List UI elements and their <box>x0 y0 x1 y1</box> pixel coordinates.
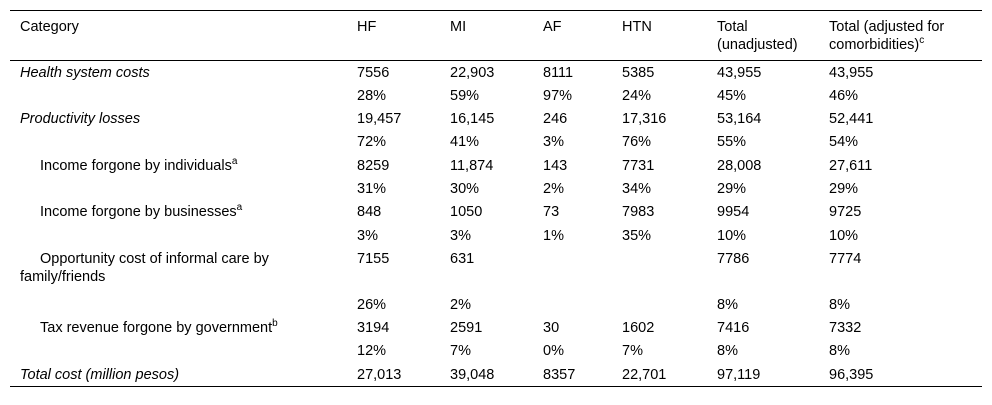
table-cell: 7416 <box>717 320 750 337</box>
table-row <box>10 154 982 177</box>
table-cell: 35% <box>622 227 652 244</box>
table-cell: 143 <box>543 157 568 174</box>
row-label <box>10 107 347 130</box>
row-label <box>10 339 347 362</box>
table-cell: 31% <box>357 180 387 197</box>
table-cell: 8% <box>829 296 850 313</box>
row-label <box>10 154 347 177</box>
table-cell: 54% <box>829 134 859 151</box>
header-footnote-marker: c <box>919 35 925 46</box>
table-cell: 7155 <box>357 250 390 267</box>
table-row <box>10 247 982 293</box>
table-row <box>10 200 982 223</box>
row-label <box>10 316 347 339</box>
table-cell: 72% <box>357 134 387 151</box>
row-label <box>10 177 347 200</box>
table-cell: 2% <box>543 180 564 197</box>
table-cell: 16,145 <box>450 111 495 128</box>
table-cell: 8% <box>829 343 850 360</box>
table-cell: 9725 <box>829 204 862 221</box>
row-label <box>10 363 347 386</box>
table-cell: 22,903 <box>450 65 495 81</box>
table-cell: 8% <box>717 343 738 360</box>
table-cell: 45% <box>717 87 747 104</box>
table-body <box>10 61 982 387</box>
table-cell: 1602 <box>622 320 655 337</box>
table-cell: 39,048 <box>440 363 533 386</box>
table-cell: 34% <box>622 180 652 197</box>
table-cell: 7% <box>622 343 643 360</box>
table-cell: 96,395 <box>819 363 982 386</box>
table-row <box>10 177 982 200</box>
table-cell: 59% <box>450 87 480 104</box>
table-cell: 8259 <box>357 157 390 174</box>
table-row <box>10 293 982 316</box>
header-total-adjusted <box>819 11 982 61</box>
table-cell: 22,701 <box>612 363 707 386</box>
table-cell: 7% <box>450 343 471 360</box>
table-cell: 7556 <box>357 65 390 81</box>
table-cell: 11,874 <box>450 157 494 174</box>
table-cell <box>612 293 707 316</box>
header-htn: HTN <box>612 11 707 61</box>
table-cell: 5385 <box>622 65 655 81</box>
header-row <box>10 11 982 61</box>
table-row <box>10 130 982 153</box>
header-total-unadjusted: Total (unadjusted) <box>707 11 819 61</box>
row-label-text: Income forgone by individuals <box>40 157 232 174</box>
header-category: Category <box>10 11 347 61</box>
row-label-text: Income forgone by businesses <box>40 204 237 221</box>
table-cell: 1050 <box>450 204 483 221</box>
table-cell: 24% <box>622 87 652 104</box>
row-label <box>10 130 347 153</box>
table-cell: 8% <box>717 296 738 313</box>
row-label-text: Productivity losses <box>20 111 141 128</box>
row-label-text: Health system costs <box>20 65 150 81</box>
table-row <box>10 84 982 107</box>
table-cell: 55% <box>717 134 747 151</box>
table-cell: 2591 <box>450 320 483 337</box>
row-label-text: Total cost (million pesos) <box>20 366 180 383</box>
table-cell: 30 <box>543 320 560 337</box>
table-cell: 9954 <box>717 204 750 221</box>
header-hf: HF <box>347 11 440 61</box>
table-cell: 3194 <box>357 320 390 337</box>
table-cell: 17,316 <box>622 111 667 128</box>
footnote-marker: a <box>231 155 238 167</box>
table-cell: 1% <box>543 227 564 244</box>
table-cell: 97,119 <box>707 363 819 386</box>
table-cell: 7731 <box>622 157 655 174</box>
table-cell: 8111 <box>543 65 574 81</box>
table-row <box>10 316 982 339</box>
row-label-text: Opportunity cost of informal care by family/friends <box>20 250 269 285</box>
table-cell <box>612 247 707 293</box>
table-container <box>10 10 982 395</box>
table-cell: 8357 <box>533 363 612 386</box>
table-cell: 53,164 <box>717 111 762 128</box>
table-cell <box>533 293 612 316</box>
table-row <box>10 224 982 247</box>
table-cell: 27,611 <box>829 157 873 174</box>
table-cell: 3% <box>450 227 471 244</box>
table-cell: 41% <box>450 134 480 151</box>
footnote-marker: b <box>272 318 278 330</box>
table-cell: 246 <box>543 111 568 128</box>
table-cell: 7983 <box>622 204 655 221</box>
table-cell: 30% <box>450 180 480 197</box>
table-cell: 26% <box>357 296 387 313</box>
table-cell: 43,955 <box>717 65 762 81</box>
cost-table <box>10 10 982 387</box>
row-label <box>10 84 347 107</box>
table-cell: 0% <box>543 343 564 360</box>
table-cell: 46% <box>829 87 859 104</box>
row-label <box>10 247 347 293</box>
table-cell: 2% <box>450 296 471 313</box>
header-mi: MI <box>440 11 533 61</box>
table-cell: 28% <box>357 87 387 104</box>
table-cell: 3% <box>543 134 564 151</box>
table-row <box>10 107 982 130</box>
table-cell: 631 <box>450 250 475 267</box>
table-cell: 76% <box>622 134 652 151</box>
table-cell: 73 <box>543 204 560 221</box>
row-label <box>10 61 347 84</box>
footnote-marker: a <box>236 202 243 214</box>
table-cell: 10% <box>829 227 859 244</box>
table-cell: 848 <box>357 204 382 221</box>
row-label <box>10 293 347 316</box>
row-label <box>10 200 347 223</box>
table-cell: 7774 <box>829 250 862 267</box>
table-cell: 19,457 <box>357 111 402 128</box>
table-cell: 3% <box>357 227 378 244</box>
table-cell: 7786 <box>717 250 750 267</box>
table-cell: 10% <box>717 227 747 244</box>
table-cell: 7332 <box>829 320 862 337</box>
table-row <box>10 363 982 386</box>
table-cell: 29% <box>829 180 859 197</box>
row-label <box>10 224 347 247</box>
table-cell: 97% <box>543 87 573 104</box>
table-cell: 43,955 <box>829 65 874 81</box>
table-cell: 52,441 <box>829 111 874 128</box>
table-row <box>10 61 982 84</box>
header-total-adjusted-text: Total (adjusted for comorbidities) <box>829 19 945 53</box>
table-row <box>10 339 982 362</box>
table-cell: 27,013 <box>347 363 440 386</box>
table-cell: 29% <box>717 180 747 197</box>
table-cell: 28,008 <box>717 157 762 174</box>
table-cell <box>533 247 612 293</box>
row-label-text: Tax revenue forgone by government <box>40 320 273 337</box>
table-cell: 12% <box>357 343 387 360</box>
header-af: AF <box>533 11 612 61</box>
